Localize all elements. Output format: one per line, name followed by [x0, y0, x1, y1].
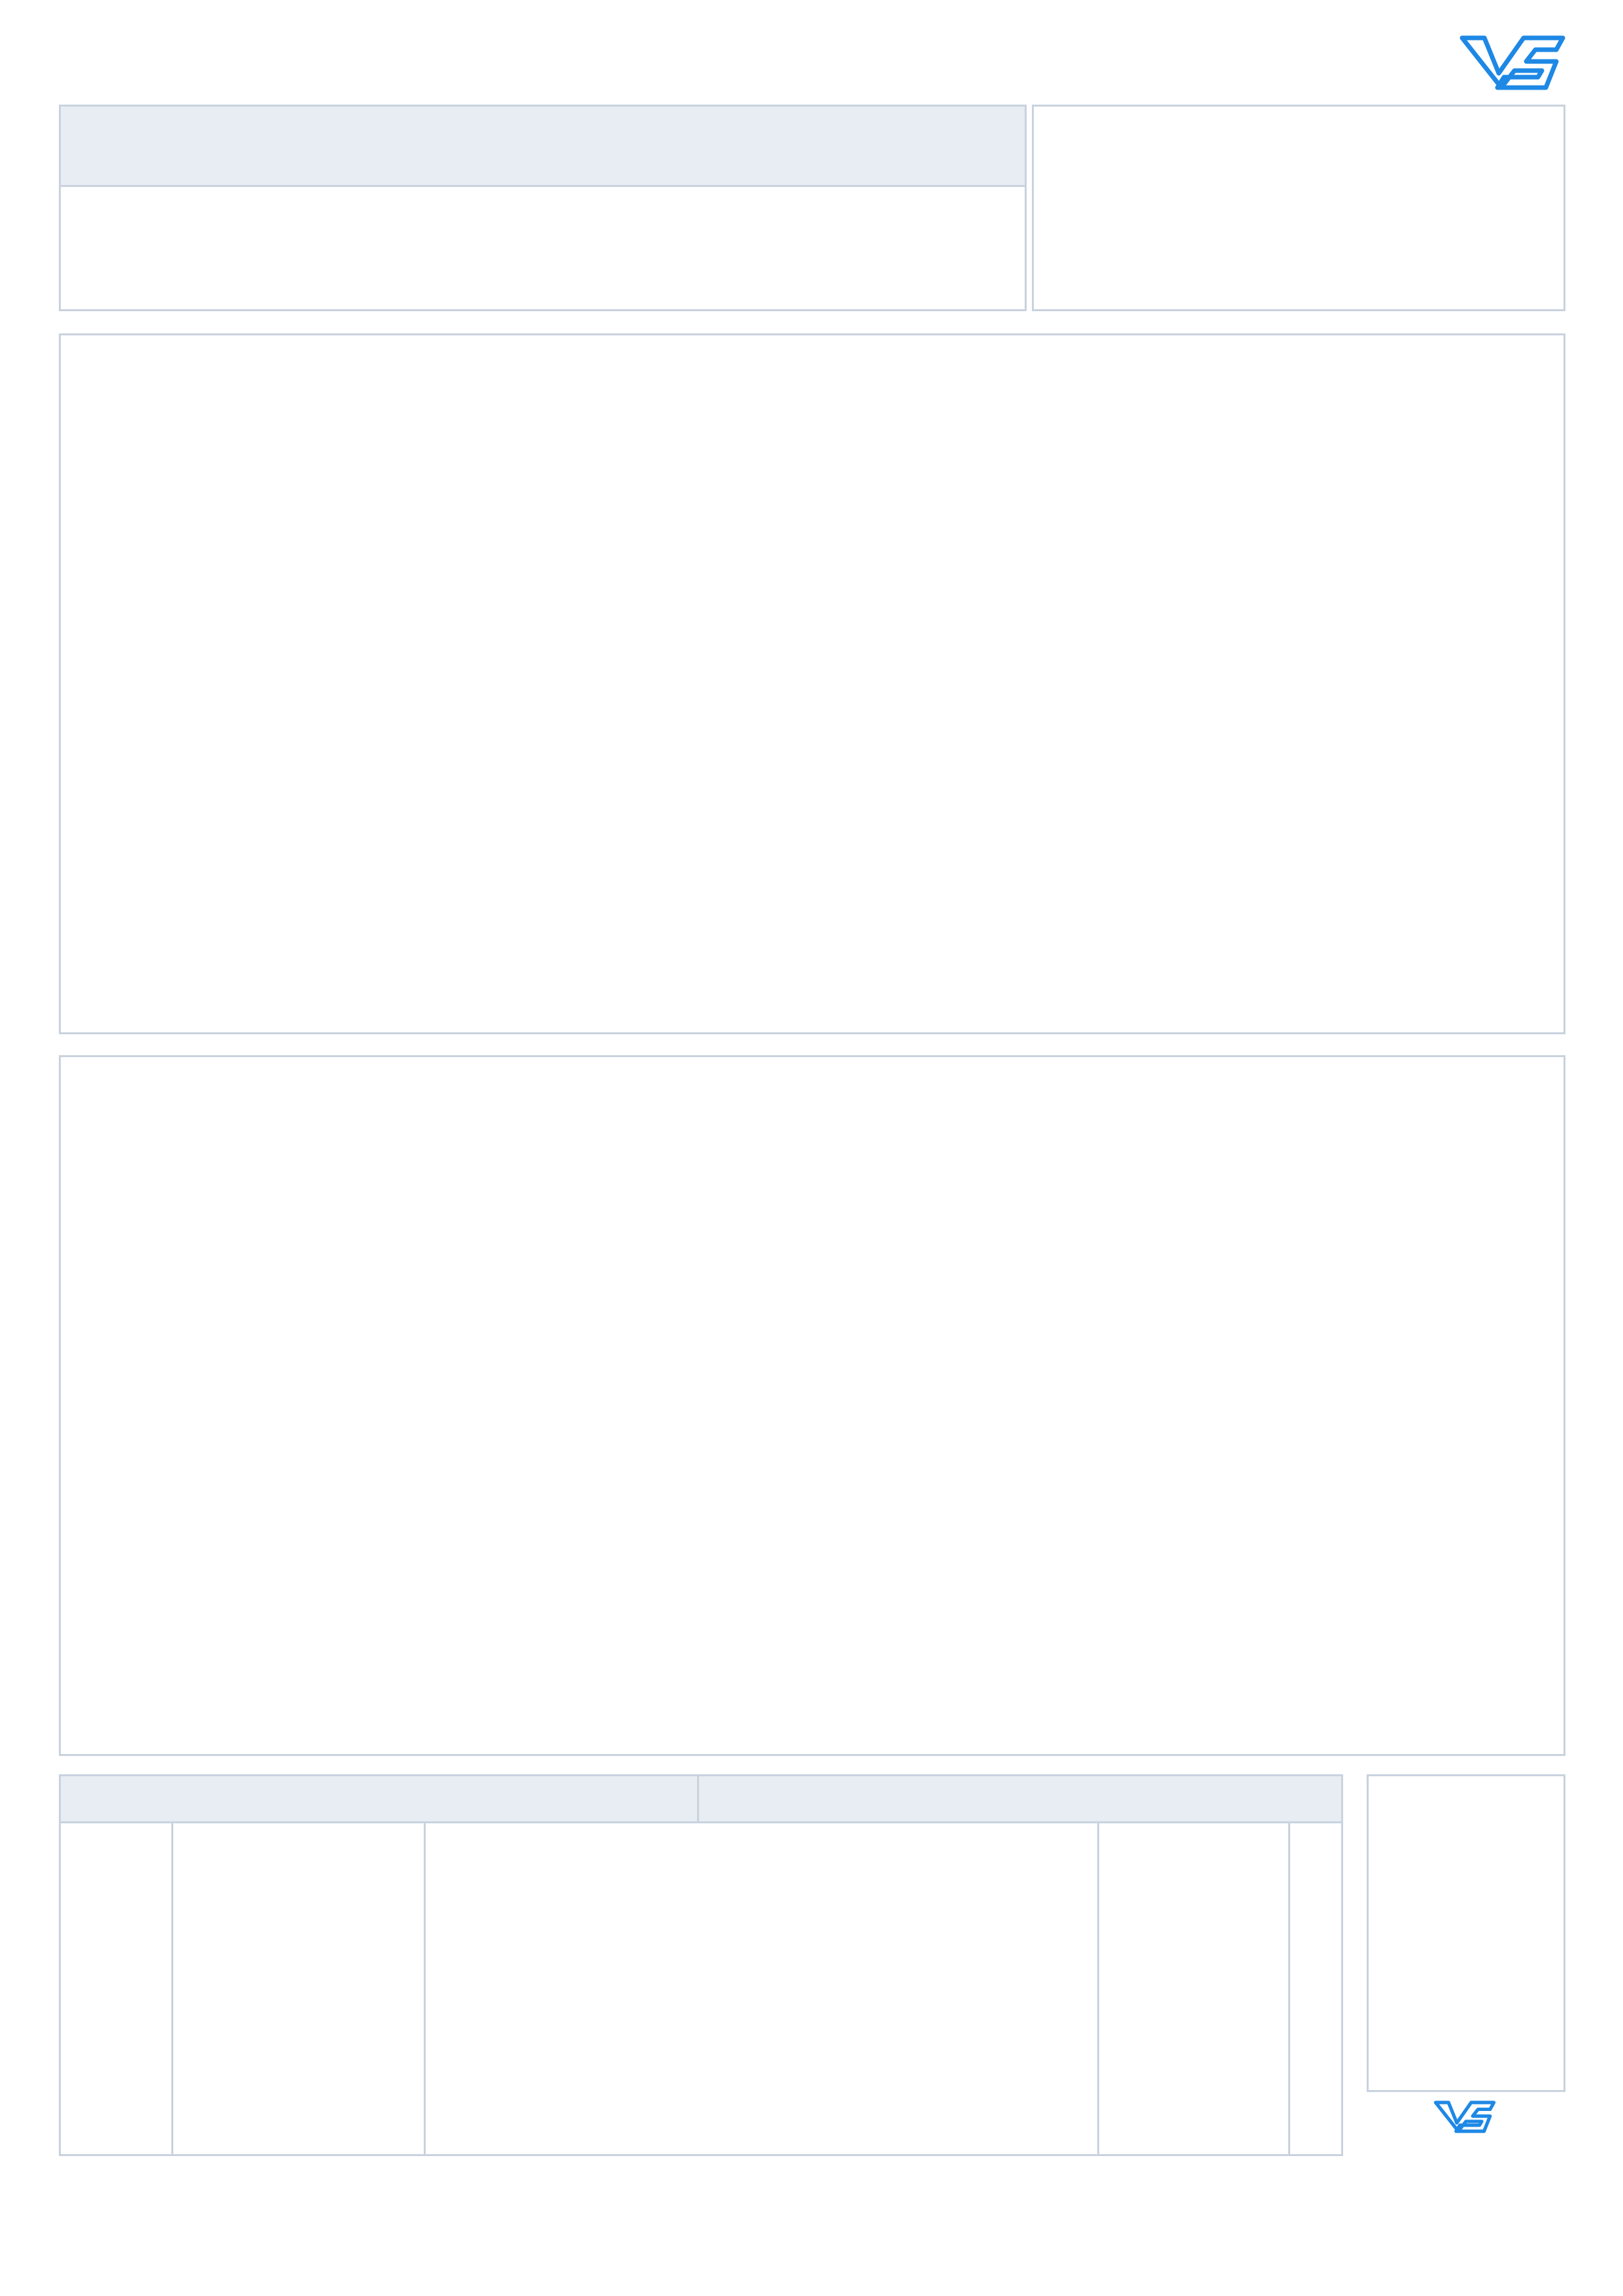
- score-bar: [59, 105, 1027, 187]
- match-info: [59, 187, 1027, 311]
- brazil-sideout-stats: [1099, 1823, 1290, 2154]
- serbia-rotation-points: [61, 1823, 173, 2154]
- volleystation-logo: [1458, 33, 1567, 93]
- reception-points: [426, 1823, 1099, 2154]
- summary-brazil-header: [699, 1776, 1341, 1823]
- summary-panel: [59, 1774, 1343, 2156]
- legend: [1367, 1774, 1565, 2092]
- brazil-stats-table: [59, 1055, 1565, 1756]
- serbia-stats-table: [59, 333, 1565, 1034]
- summary-serbia-header: [61, 1776, 699, 1823]
- set-scores-table: [1032, 105, 1565, 311]
- serbia-sideout-stats: [173, 1823, 426, 2154]
- footer-logo: [1433, 2099, 1496, 2135]
